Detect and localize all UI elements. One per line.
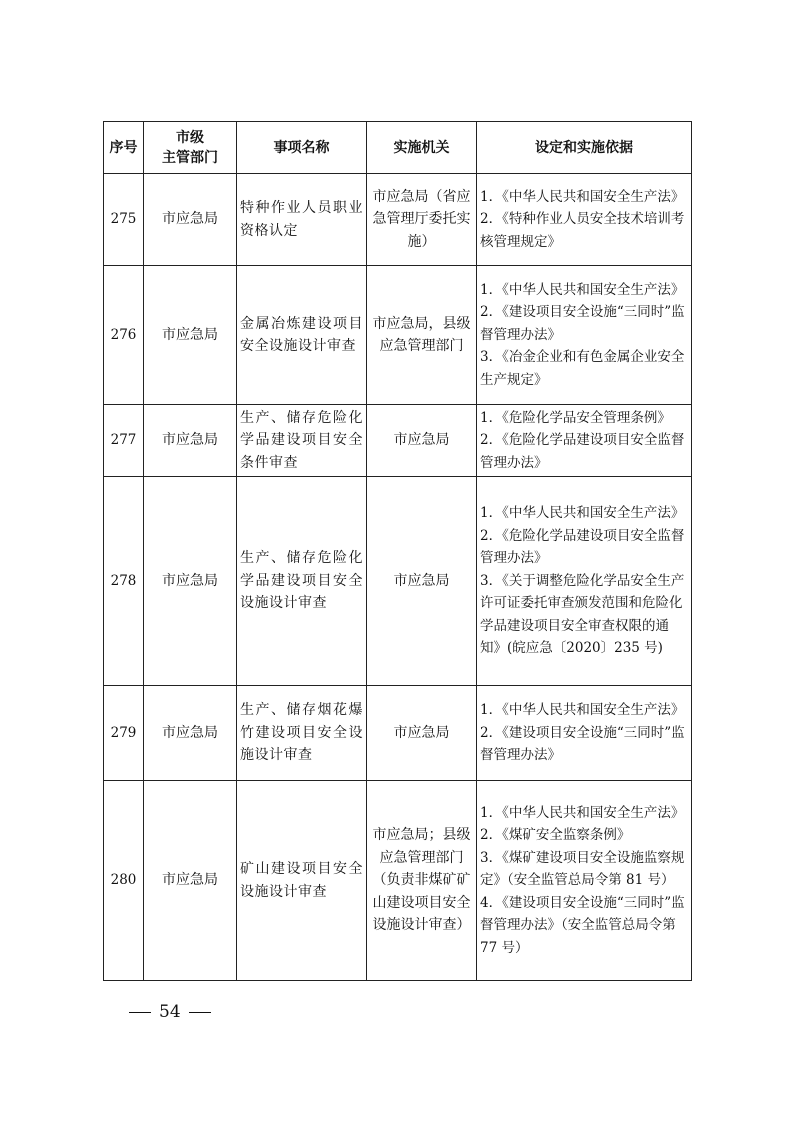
- matters-table: [103, 121, 692, 981]
- header-dept-line1: 市级: [176, 129, 204, 146]
- basis-line: 1．《中华人民共和国安全生产法》: [480, 702, 685, 719]
- row-seq: 280: [104, 781, 144, 981]
- page-footer: [121, 1002, 219, 1022]
- basis-line: 4．《建设项目安全设施“三同时”监督管理办法》（安全监管总局令第 77 号）: [480, 894, 685, 956]
- header-seq: 序号: [104, 122, 144, 174]
- footer-dash-right: [189, 1012, 211, 1013]
- row-item: 特种作业人员职业资格认定: [237, 174, 367, 266]
- row-org: 市应急局，县级应急管理部门: [367, 266, 477, 405]
- header-dept-line2: 主管部门: [162, 149, 218, 166]
- table-row: [104, 686, 692, 781]
- basis-line: 2．《危险化学品建设项目安全监督管理办法》: [480, 527, 685, 567]
- table-row: [104, 266, 692, 405]
- table-row: [104, 781, 692, 981]
- row-item: 矿山建设项目安全设施设计审查: [237, 781, 367, 981]
- row-dept: 市应急局: [144, 686, 237, 781]
- row-dept: 市应急局: [144, 477, 237, 686]
- row-basis: [477, 477, 692, 686]
- row-seq: 275: [104, 174, 144, 266]
- basis-line: 1．《中华人民共和国安全生产法》: [480, 281, 685, 298]
- basis-line: 2．《危险化学品建设项目安全监督管理办法》: [480, 432, 685, 471]
- basis-line: 2．《煤矿安全监察条例》: [480, 827, 631, 844]
- table-row: [104, 174, 692, 266]
- row-org: 市应急局: [367, 477, 477, 686]
- row-basis: [477, 686, 692, 781]
- row-item: 生产、储存危险化学品建设项目安全设施设计审查: [237, 477, 367, 686]
- basis-line: 2．《建设项目安全设施“三同时”监督管理办法》: [480, 724, 685, 764]
- row-basis: [477, 405, 692, 477]
- header-dept: [144, 122, 237, 174]
- row-org: 市应急局: [367, 686, 477, 781]
- row-dept: 市应急局: [144, 266, 237, 405]
- header-basis: 设定和实施依据: [477, 122, 692, 174]
- header-item: 事项名称: [237, 122, 367, 174]
- header-row: [104, 122, 692, 174]
- basis-line: 2．《特种作业人员安全技术培训考核管理规定》: [480, 211, 685, 250]
- footer-dash-left: [129, 1012, 151, 1013]
- row-seq: 278: [104, 477, 144, 686]
- document-sheet: [103, 121, 691, 981]
- basis-line: 3．《煤矿建设项目安全设施监察规定》（安全监管总局令第 81 号）: [480, 849, 685, 889]
- row-org: 市应急局（省应急管理厅委托实施）: [367, 174, 477, 266]
- table-row: [104, 477, 692, 686]
- basis-line: 1．《危险化学品安全管理条例》: [480, 409, 671, 426]
- basis-line: 1．《中华人民共和国安全生产法》: [480, 505, 685, 522]
- page-number: 54: [159, 1002, 181, 1022]
- row-dept: 市应急局: [144, 174, 237, 266]
- row-dept: 市应急局: [144, 405, 237, 477]
- basis-line: 3．《冶金企业和有色金属企业安全生产规定》: [480, 349, 685, 388]
- row-org: 市应急局: [367, 405, 477, 477]
- row-basis: [477, 174, 692, 266]
- table-row: [104, 405, 692, 477]
- row-dept: 市应急局: [144, 781, 237, 981]
- header-org: 实施机关: [367, 122, 477, 174]
- basis-line: 2．《建设项目安全设施“三同时”监督管理办法》: [480, 304, 685, 343]
- row-item: 生产、储存烟花爆竹建设项目安全设施设计审查: [237, 686, 367, 781]
- basis-line: 1．《中华人民共和国安全生产法》: [480, 188, 685, 205]
- row-org: 市应急局；县级应急管理部门（负责非煤矿矿山建设项目安全设施设计审查）: [367, 781, 477, 981]
- basis-line: 1．《中华人民共和国安全生产法》: [480, 804, 685, 821]
- row-basis: [477, 781, 692, 981]
- basis-line: 3．《关于调整危险化学品安全生产许可证委托审查颁发范围和危险化学品建设项目安全审查权限的通知》(皖应急〔2020〕235 号): [480, 572, 685, 657]
- row-item: 生产、储存危险化学品建设项目安全条件审查: [237, 405, 367, 477]
- row-basis: [477, 266, 692, 405]
- row-seq: 277: [104, 405, 144, 477]
- row-item: 金属冶炼建设项目安全设施设计审查: [237, 266, 367, 405]
- row-seq: 276: [104, 266, 144, 405]
- row-seq: 279: [104, 686, 144, 781]
